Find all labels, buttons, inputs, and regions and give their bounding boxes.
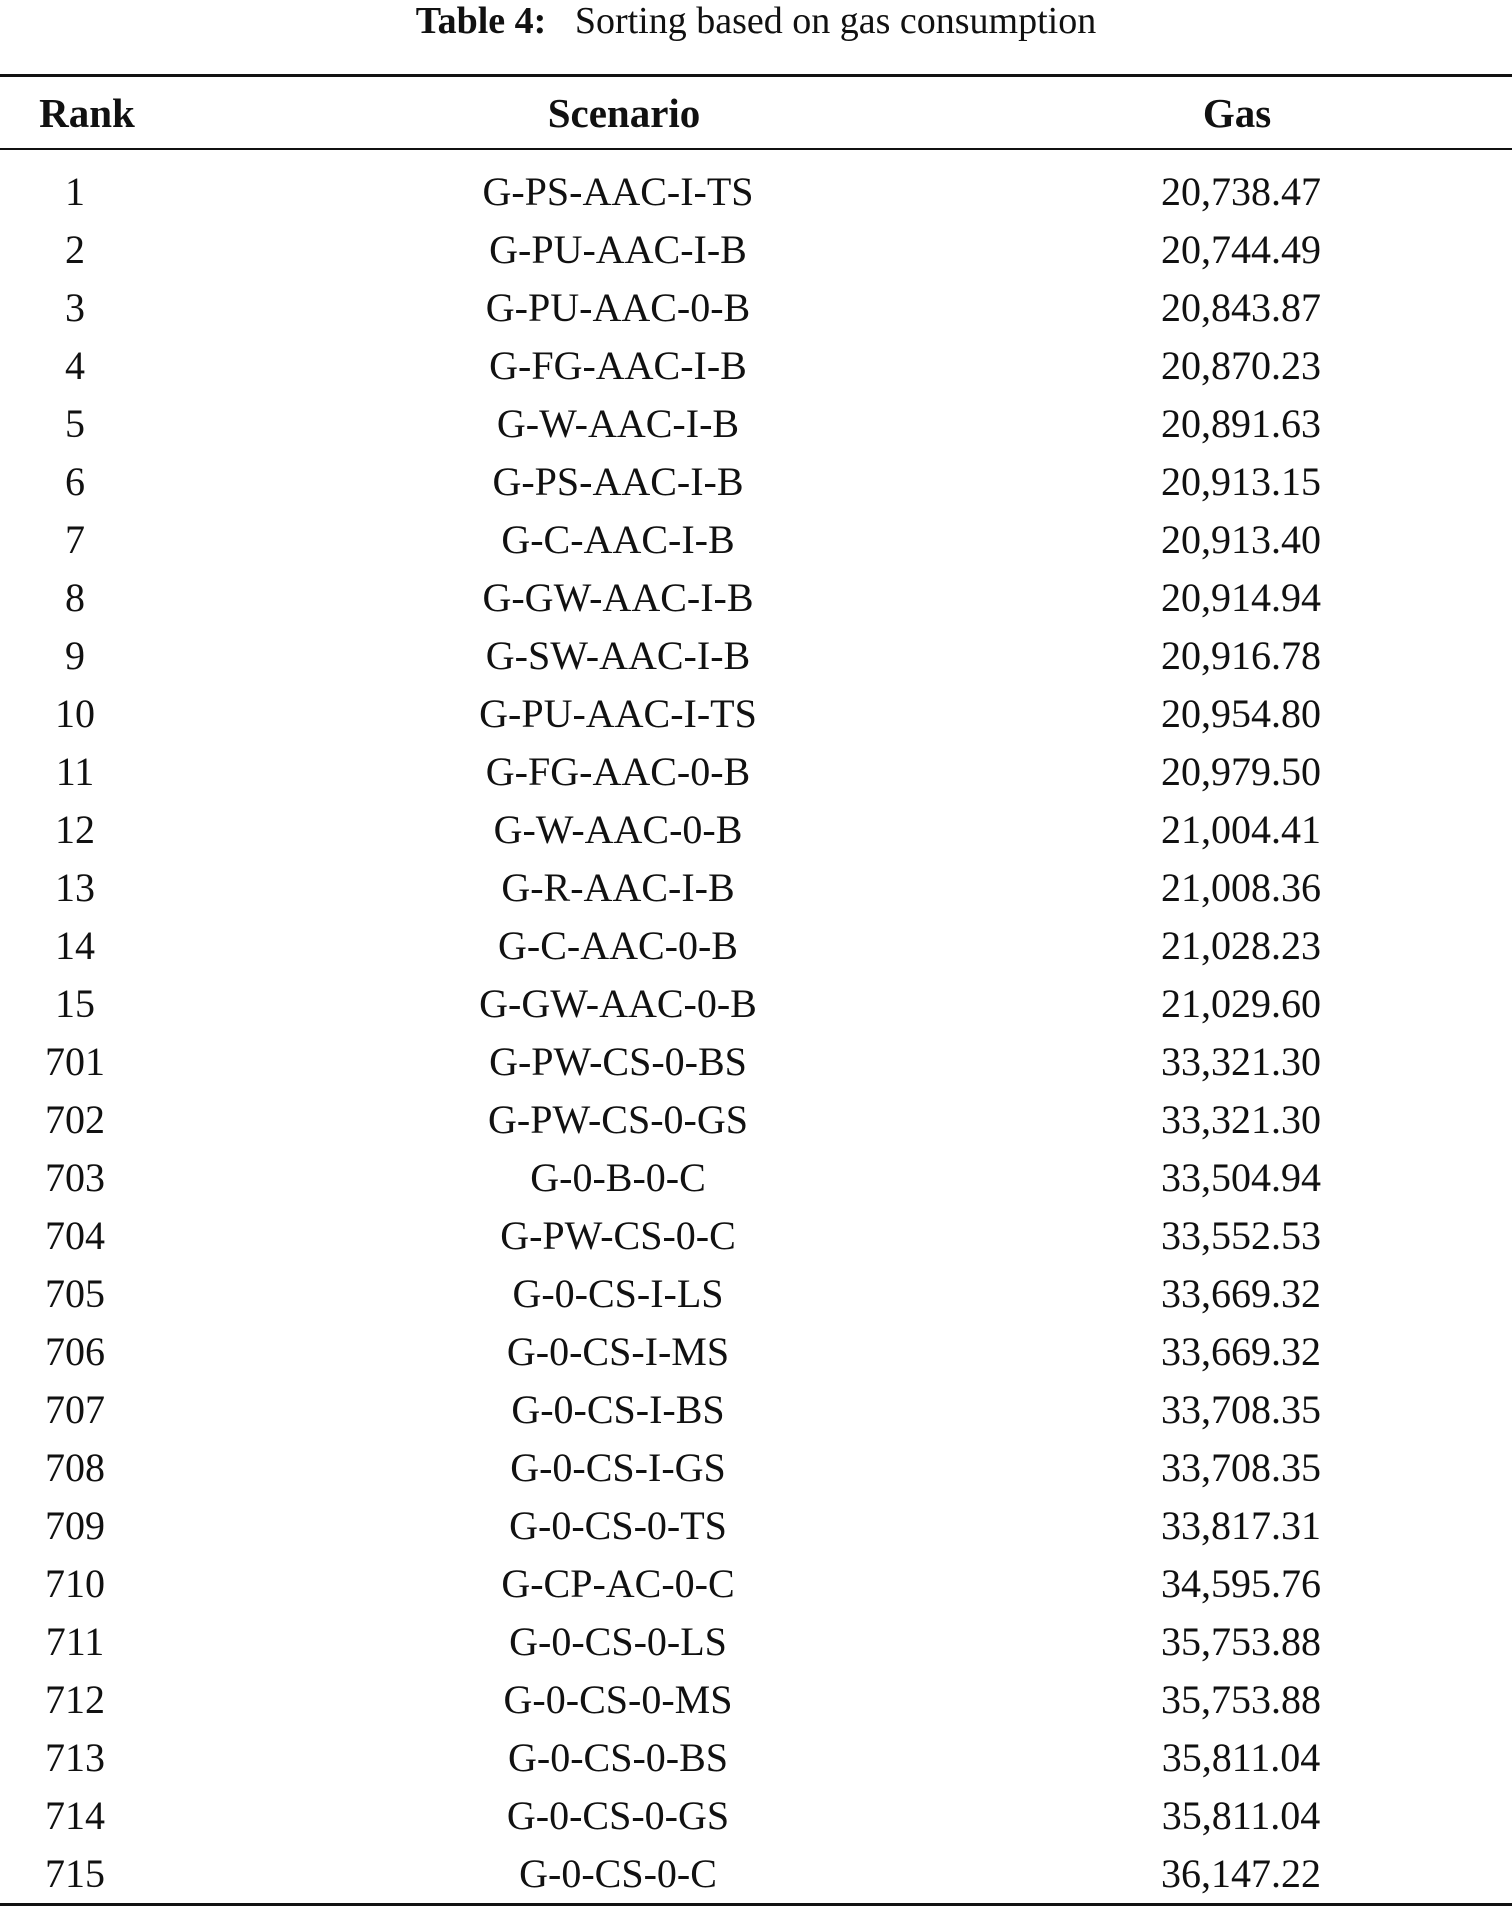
- cell-rank: 707: [45, 1387, 105, 1432]
- cell-scenario: G-FG-AAC-0-B: [485, 749, 751, 794]
- table-row: [0, 743, 1512, 801]
- cell-rank: 709: [45, 1503, 105, 1548]
- cell-rank: 8: [65, 575, 85, 620]
- cell-gas: 20,954.80: [1161, 691, 1321, 736]
- cell-scenario: G-0-CS-0-BS: [507, 1735, 729, 1780]
- cell-gas: 20,914.94: [1161, 575, 1321, 620]
- cell-rank: 6: [65, 459, 85, 504]
- table-header: [0, 80, 1512, 146]
- cell-rank: 1: [65, 169, 85, 214]
- table-row: [0, 1033, 1512, 1091]
- cell-scenario: G-0-CS-0-TS: [509, 1503, 727, 1548]
- cell-scenario: G-PU-AAC-0-B: [485, 285, 751, 330]
- cell-scenario: G-0-CS-0-MS: [503, 1677, 733, 1722]
- cell-gas: 34,595.76: [1161, 1561, 1321, 1606]
- table-row: [0, 1207, 1512, 1265]
- table-row: [0, 511, 1512, 569]
- cell-rank: 712: [45, 1677, 105, 1722]
- cell-rank: 711: [45, 1619, 105, 1664]
- cell-rank: 2: [65, 227, 85, 272]
- cell-scenario: G-C-AAC-0-B: [498, 923, 738, 968]
- table-row: [0, 627, 1512, 685]
- cell-rank: 10: [55, 691, 95, 736]
- table-row: [0, 1091, 1512, 1149]
- table-row: [0, 975, 1512, 1033]
- cell-rank: 11: [55, 749, 95, 794]
- table-row: [0, 1671, 1512, 1729]
- cell-gas: 33,817.31: [1161, 1503, 1321, 1548]
- cell-scenario: G-PS-AAC-I-TS: [482, 169, 754, 214]
- cell-scenario: G-0-CS-I-GS: [510, 1445, 726, 1490]
- cell-scenario: G-PW-CS-0-C: [500, 1213, 736, 1258]
- cell-rank: 715: [45, 1851, 105, 1896]
- table-row: [0, 1265, 1512, 1323]
- cell-gas: 33,708.35: [1161, 1445, 1321, 1490]
- table-row: [0, 453, 1512, 511]
- cell-gas: 35,811.04: [1161, 1735, 1321, 1780]
- cell-gas: 21,008.36: [1161, 865, 1321, 910]
- cell-scenario: G-0-CS-I-LS: [512, 1271, 724, 1316]
- cell-scenario: G-PW-CS-0-BS: [489, 1039, 747, 1084]
- cell-rank: 705: [45, 1271, 105, 1316]
- header-row: [0, 80, 1512, 146]
- table-row: [0, 1555, 1512, 1613]
- cell-gas: 33,669.32: [1161, 1271, 1321, 1316]
- cell-rank: 714: [45, 1793, 105, 1838]
- table-row: [0, 1149, 1512, 1207]
- cell-gas: 20,913.40: [1161, 517, 1321, 562]
- table-row: [0, 1787, 1512, 1845]
- table-row: [0, 395, 1512, 453]
- cell-gas: 33,321.30: [1161, 1097, 1321, 1142]
- cell-gas: 36,147.22: [1161, 1851, 1321, 1896]
- cell-rank: 4: [65, 343, 85, 388]
- cell-gas: 20,870.23: [1161, 343, 1321, 388]
- cell-rank: 706: [45, 1329, 105, 1374]
- cell-gas: 20,913.15: [1161, 459, 1321, 504]
- cell-gas: 20,916.78: [1161, 633, 1321, 678]
- cell-scenario: G-SW-AAC-I-B: [485, 633, 751, 678]
- table-row: [0, 569, 1512, 627]
- cell-scenario: G-PW-CS-0-GS: [487, 1097, 749, 1142]
- cell-rank: 703: [45, 1155, 105, 1200]
- cell-gas: 20,891.63: [1161, 401, 1321, 446]
- cell-gas: 21,028.23: [1161, 923, 1321, 968]
- cell-scenario: G-GW-AAC-0-B: [479, 981, 757, 1026]
- cell-gas: 21,004.41: [1161, 807, 1321, 852]
- table-bottom-rule: [0, 1903, 1512, 1906]
- table-row: [0, 163, 1512, 221]
- cell-scenario: G-0-CS-I-BS: [511, 1387, 725, 1432]
- cell-scenario: G-GW-AAC-I-B: [482, 575, 754, 620]
- cell-rank: 5: [65, 401, 85, 446]
- cell-rank: 713: [45, 1735, 105, 1780]
- data-table: [0, 163, 1512, 1903]
- cell-gas: 20,738.47: [1161, 169, 1321, 214]
- table-row: [0, 1381, 1512, 1439]
- table-row: [0, 1439, 1512, 1497]
- table-top-rule: [0, 74, 1512, 77]
- cell-rank: 3: [65, 285, 85, 330]
- cell-rank: 704: [45, 1213, 105, 1258]
- cell-scenario: G-PS-AAC-I-B: [492, 459, 744, 504]
- table-caption-text: Sorting based on gas consumption: [574, 0, 1097, 42]
- table-row: [0, 859, 1512, 917]
- cell-rank: 710: [45, 1561, 105, 1606]
- cell-rank: 13: [55, 865, 95, 910]
- cell-scenario: G-R-AAC-I-B: [501, 865, 735, 910]
- table-row: [0, 1729, 1512, 1787]
- cell-gas: 20,843.87: [1161, 285, 1321, 330]
- cell-scenario: G-W-AAC-I-B: [496, 401, 740, 446]
- cell-rank: 12: [55, 807, 95, 852]
- cell-gas: 33,321.30: [1161, 1039, 1321, 1084]
- cell-rank: 14: [55, 923, 95, 968]
- cell-scenario: G-PU-AAC-I-B: [489, 227, 747, 272]
- cell-gas: 35,753.88: [1161, 1619, 1321, 1664]
- cell-rank: 701: [45, 1039, 105, 1084]
- cell-gas: 35,753.88: [1161, 1677, 1321, 1722]
- cell-scenario: G-0-CS-0-LS: [509, 1619, 727, 1664]
- cell-gas: 33,552.53: [1161, 1213, 1321, 1258]
- cell-rank: 7: [65, 517, 85, 562]
- table-caption-label: Table 4:: [415, 0, 547, 42]
- cell-scenario: G-FG-AAC-I-B: [489, 343, 747, 388]
- table-row: [0, 1323, 1512, 1381]
- table-row: [0, 337, 1512, 395]
- cell-gas: 20,979.50: [1161, 749, 1321, 794]
- table-caption-spacer: [556, 0, 566, 42]
- cell-scenario: G-0-CS-0-GS: [506, 1793, 730, 1838]
- table-row: [0, 1497, 1512, 1555]
- column-header-rank: Rank: [39, 90, 135, 136]
- cell-scenario: G-W-AAC-0-B: [493, 807, 743, 852]
- table-row: [0, 801, 1512, 859]
- table-row: [0, 685, 1512, 743]
- cell-gas: 20,744.49: [1161, 227, 1321, 272]
- cell-scenario: G-0-B-0-C: [530, 1155, 706, 1200]
- cell-gas: 21,029.60: [1161, 981, 1321, 1026]
- cell-gas: 33,504.94: [1161, 1155, 1321, 1200]
- table-caption: [0, 0, 1512, 42]
- table-row: [0, 279, 1512, 337]
- column-header-scenario: Scenario: [547, 90, 701, 136]
- cell-rank: 9: [65, 633, 85, 678]
- cell-gas: 33,708.35: [1161, 1387, 1321, 1432]
- table-row: [0, 1845, 1512, 1903]
- table-header-rule: [0, 148, 1512, 150]
- cell-scenario: G-C-AAC-I-B: [501, 517, 735, 562]
- cell-scenario: G-CP-AC-0-C: [501, 1561, 735, 1606]
- table-row: [0, 1613, 1512, 1671]
- table-body: [0, 163, 1512, 1903]
- cell-gas: 35,811.04: [1161, 1793, 1321, 1838]
- cell-rank: 702: [45, 1097, 105, 1142]
- cell-scenario: G-0-CS-0-C: [519, 1851, 717, 1896]
- cell-rank: 15: [55, 981, 95, 1026]
- cell-scenario: G-0-CS-I-MS: [506, 1329, 730, 1374]
- cell-scenario: G-PU-AAC-I-TS: [479, 691, 757, 736]
- table-row: [0, 917, 1512, 975]
- cell-rank: 708: [45, 1445, 105, 1490]
- column-header-gas: Gas: [1202, 90, 1272, 136]
- table-row: [0, 221, 1512, 279]
- cell-gas: 33,669.32: [1161, 1329, 1321, 1374]
